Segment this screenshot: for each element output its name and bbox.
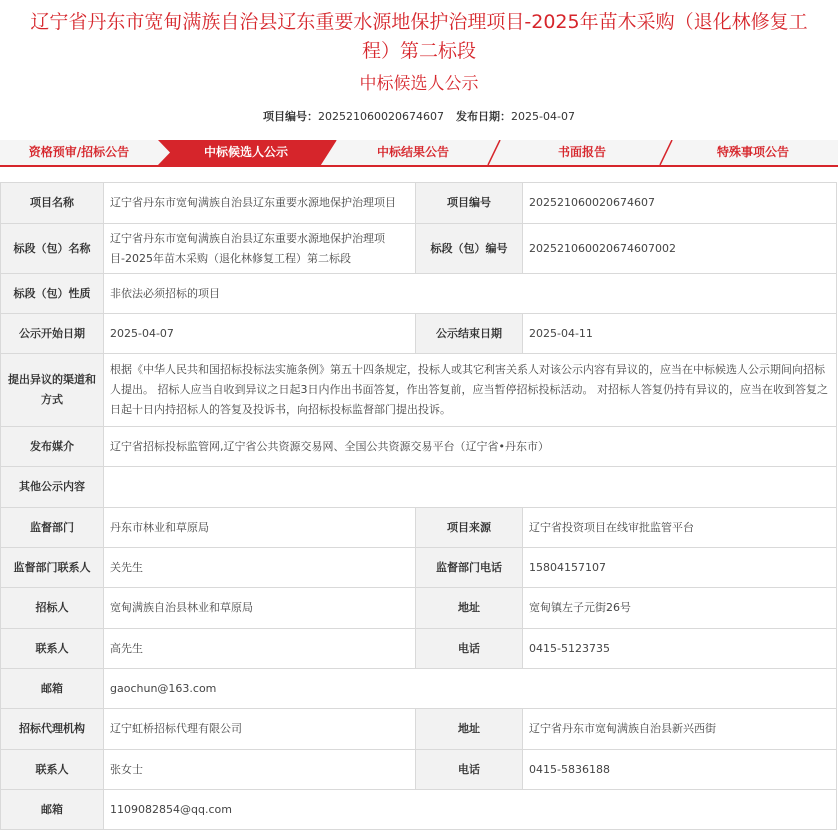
section-nature-value: 非依法必须招标的项目 — [104, 274, 837, 314]
field-label: 项目编号 — [416, 183, 523, 224]
field-label: 招标人 — [1, 588, 104, 629]
supervisor-value: 丹东市林业和草原局 — [104, 508, 416, 548]
tenderer-value: 宽甸满族自治县林业和草原局 — [104, 588, 416, 629]
tenderer-email-value: gaochun@163.com — [104, 669, 837, 709]
field-label: 电话 — [416, 750, 523, 790]
supervisor-contact-value: 关先生 — [104, 548, 416, 588]
field-label: 项目来源 — [416, 508, 523, 548]
agency-email-value: 1109082854@qq.com — [104, 790, 837, 830]
tab-candidate-notice[interactable]: 中标候选人公示 — [203, 145, 288, 159]
table-row — [1, 467, 837, 508]
notice-tabs — [0, 140, 838, 167]
agency-address-value: 辽宁省丹东市宽甸满族自治县新兴西街 — [523, 709, 837, 750]
tenderer-contact-value: 高先生 — [104, 629, 416, 669]
field-label: 邮箱 — [1, 790, 104, 830]
agency-phone-value: 0415-5836188 — [523, 750, 837, 790]
tenderer-address-value: 宽甸镇左子元街26号 — [523, 588, 837, 629]
field-label: 其他公示内容 — [1, 467, 104, 508]
publish-date-value: 2025-04-07 — [511, 110, 575, 123]
table-row — [1, 750, 837, 790]
tab-prequalification-notice[interactable]: 资格预审/招标公告 — [28, 145, 130, 159]
table-row — [1, 224, 837, 274]
supervisor-phone-value: 15804157107 — [523, 548, 837, 588]
field-label: 标段（包）性质 — [1, 274, 104, 314]
field-label: 监督部门电话 — [416, 548, 523, 588]
table-row — [1, 354, 837, 427]
notice-detail-table — [0, 182, 837, 830]
project-no-label: 项目编号： — [263, 110, 319, 123]
field-label: 联系人 — [1, 629, 104, 669]
field-label: 监督部门 — [1, 508, 104, 548]
media-value: 辽宁省招标投标监管网,辽宁省公共资源交易网、全国公共资源交易平台（辽宁省•丹东市） — [104, 427, 837, 467]
agency-value: 辽宁虹桥招标代理有限公司 — [104, 709, 416, 750]
table-row — [1, 314, 837, 354]
table-row — [1, 548, 837, 588]
project-code-value: 202521060020674607 — [523, 183, 837, 224]
field-label: 标段（包）编号 — [416, 224, 523, 274]
project-name-value: 辽宁省丹东市宽甸满族自治县辽东重要水源地保护治理项目 — [104, 183, 416, 224]
tab-result-notice[interactable]: 中标结果公告 — [376, 145, 449, 159]
agency-contact-value: 张女士 — [104, 750, 416, 790]
notice-meta — [0, 107, 838, 127]
table-row — [1, 629, 837, 669]
field-label: 地址 — [416, 588, 523, 629]
field-label: 邮箱 — [1, 669, 104, 709]
objection-value: 根据《中华人民共和国招标投标法实施条例》第五十四条规定，投标人或其它利害关系人对该公示内容有异议的，应当在中标候选人公示期间向招标人提出。 招标人应当自收到异议之日起3日内作出书面答复，作出答复前，应当暂停招标投标活动。 对招标人答复仍持有异议的，应当在收到答复之日起十日内持招标人的答复及投诉书，向招标投标监督部门提出投诉。 — [104, 354, 837, 427]
source-value: 辽宁省投资项目在线审批监管平台 — [523, 508, 837, 548]
table-row — [1, 790, 837, 830]
field-label: 发布媒介 — [1, 427, 104, 467]
publish-date-label: 发布日期： — [456, 110, 512, 123]
table-row — [1, 709, 837, 750]
table-row — [1, 427, 837, 467]
project-no-value: 202521060020674607 — [318, 110, 445, 123]
table-row — [1, 274, 837, 314]
field-label: 电话 — [416, 629, 523, 669]
section-name-value: 辽宁省丹东市宽甸满族自治县辽东重要水源地保护治理项目-2025年苗木采购（退化林修复工程）第二标段 — [104, 224, 416, 274]
tab-special-notice[interactable]: 特殊事项公告 — [716, 145, 789, 159]
tenderer-phone-value: 0415-5123735 — [523, 629, 837, 669]
section-code-value: 202521060020674607002 — [523, 224, 837, 274]
field-label: 公示结束日期 — [416, 314, 523, 354]
table-row — [1, 588, 837, 629]
field-label: 招标代理机构 — [1, 709, 104, 750]
field-label: 联系人 — [1, 750, 104, 790]
field-label: 公示开始日期 — [1, 314, 104, 354]
tab-written-report[interactable]: 书面报告 — [557, 145, 606, 159]
field-label: 地址 — [416, 709, 523, 750]
field-label: 监督部门联系人 — [1, 548, 104, 588]
field-label: 项目名称 — [1, 183, 104, 224]
notice-title: 辽宁省丹东市宽甸满族自治县辽东重要水源地保护治理项目-2025年苗木采购（退化林修复工程）第二标段 — [30, 11, 808, 62]
table-row — [1, 669, 837, 709]
table-row — [1, 508, 837, 548]
field-label: 标段（包）名称 — [1, 224, 104, 274]
start-date-value: 2025-04-07 — [104, 314, 416, 354]
end-date-value: 2025-04-11 — [523, 314, 837, 354]
notice-subtitle: 中标候选人公示 — [359, 74, 479, 94]
field-label: 提出异议的渠道和方式 — [1, 354, 104, 427]
table-row — [1, 183, 837, 224]
other-value — [104, 467, 837, 508]
